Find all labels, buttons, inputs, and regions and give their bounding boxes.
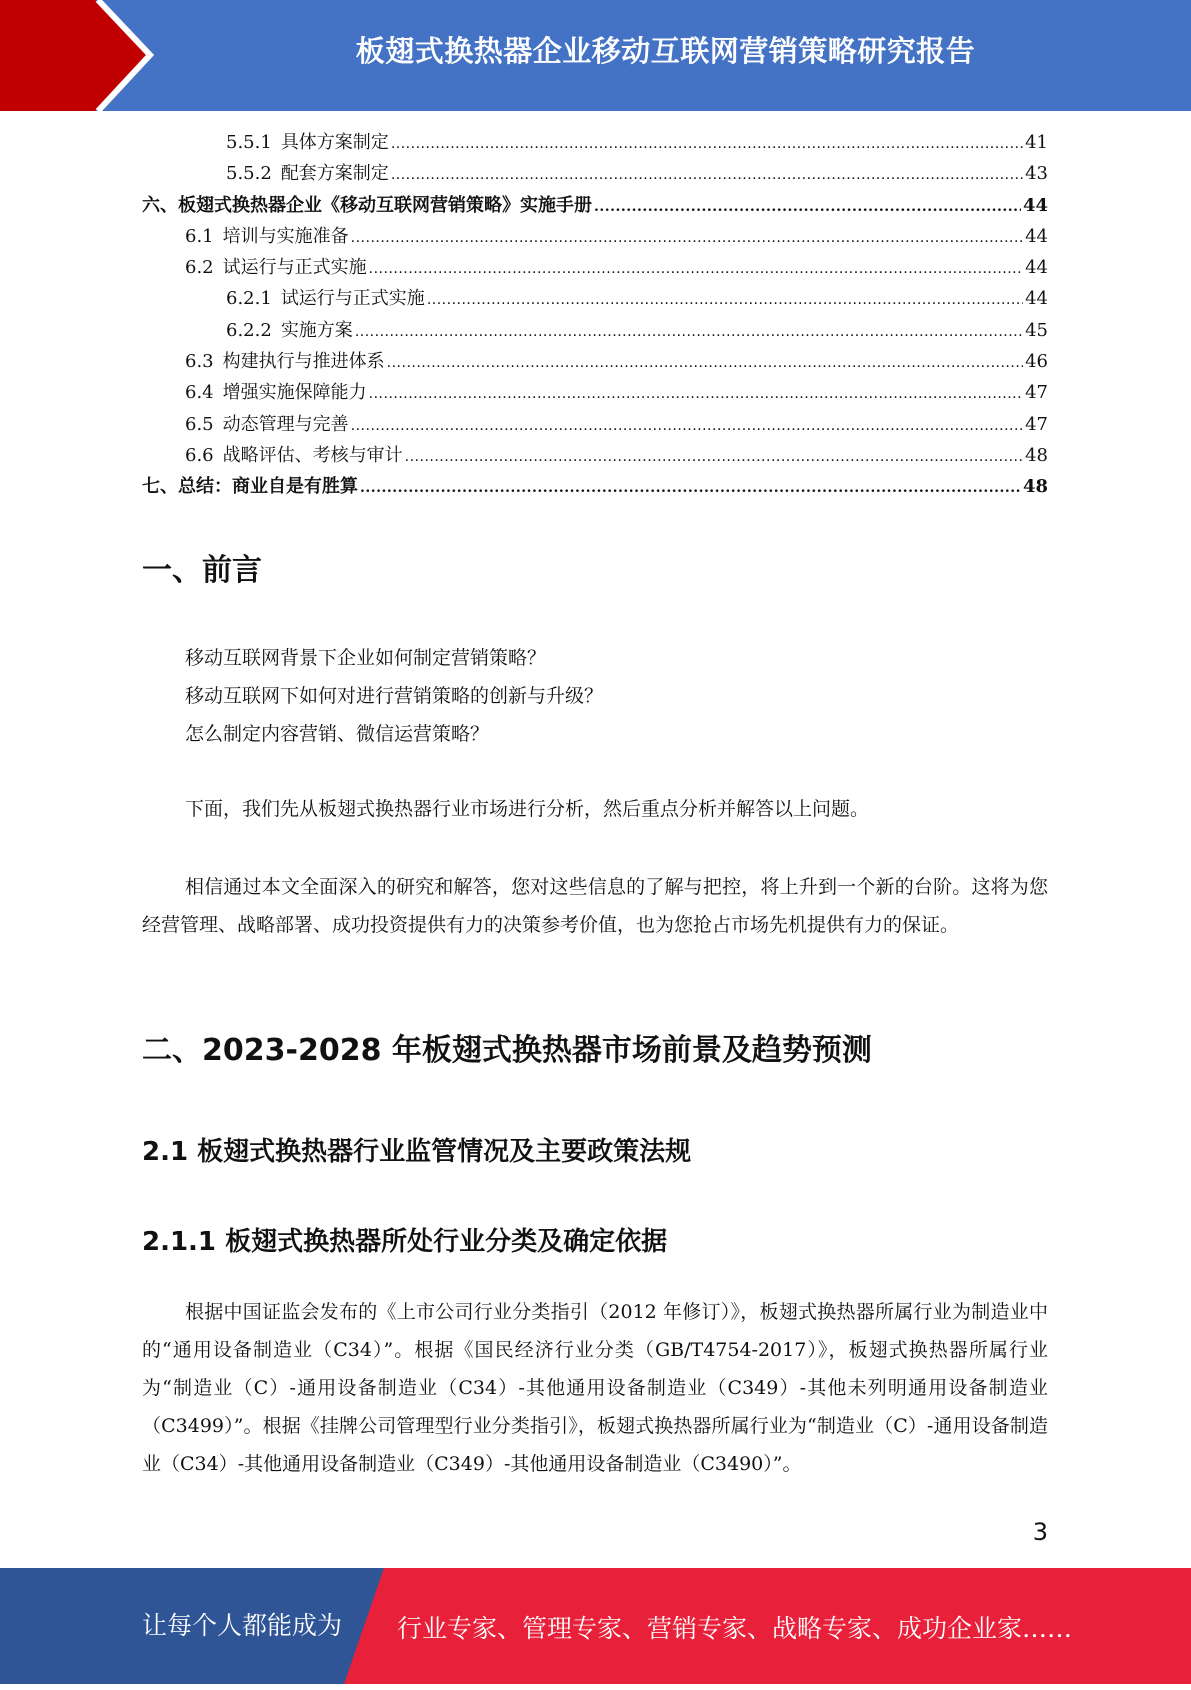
toc-entry-number: 6.5 [185,413,214,435]
toc-entry-number: 6.2 [185,257,214,279]
toc-dot-leader [369,379,1023,410]
toc-entry-page: 44 [1025,257,1048,279]
toc-dot-leader [351,223,1023,254]
toc-entry-number: 5.5.1 [226,132,272,153]
page-footer [0,1568,1191,1684]
toc-entry-title: 七、总结：商业自是有胜算 [142,476,358,498]
toc-entry-title: 试运行与正式实施 [280,288,425,310]
intro-paragraph: 下面，我们先从板翅式换热器行业市场进行分析，然后重点分析并解答以上问题。 [185,798,870,820]
intro-paragraph-2: 相信通过本文全面深入的研究和解答，您对这些信息的了解与把控，将上升到一个新的台阶。这将为您经营管理、战略部署、成功投资提供有力的决策参考价值，也为您抢占市场先机提供有力的保证。 [142,876,1048,936]
toc-entry-page: 44 [1025,288,1048,310]
toc-entry-title: 六、板翅式换热器企业《移动互联网营销策略》实施手册 [142,194,592,216]
header-arrow-decoration [0,0,160,111]
toc-entry-title: 构建执行与推进体系 [222,351,385,373]
footer-slogan-left: 让每个人都能成为 [142,1611,343,1640]
toc-entry-page: 47 [1025,413,1048,435]
subsection-heading-2-1-1: 2.1.1 板翅式换热器所处行业分类及确定依据 [142,1227,668,1257]
header-title: 板翅式换热器企业移动互联网营销策略研究报告 [355,34,976,68]
toc-entry[interactable] [142,283,1048,314]
subsection-heading-2-1: 2.1 板翅式换热器行业监管情况及主要政策法规 [142,1137,692,1167]
question-line: 移动互联网背景下企业如何制定营销策略？ [185,647,547,669]
toc-entry-number: 5.5.2 [226,163,272,185]
toc-entry-number: 6.4 [185,382,214,404]
toc-entry[interactable] [142,252,1048,283]
toc-entry-page: 41 [1025,132,1048,153]
table-of-contents [142,127,1048,503]
toc-entry-title: 试运行与正式实施 [222,257,367,279]
toc-dot-leader [355,317,1023,348]
toc-entry-page: 44 [1025,225,1048,247]
toc-dot-leader [351,411,1023,442]
toc-entry[interactable] [142,221,1048,252]
toc-entry-title: 动态管理与完善 [222,413,349,435]
toc-entry[interactable] [142,440,1048,471]
toc-dot-leader [360,473,1021,504]
toc-entry[interactable] [142,315,1048,346]
question-line: 移动互联网下如何对进行营销策略的创新与升级？ [185,685,604,707]
toc-entry[interactable] [142,190,1048,221]
question-line: 怎么制定内容营销、微信运营策略？ [185,723,490,745]
toc-entry-page: 48 [1022,476,1048,498]
toc-entry[interactable] [142,158,1048,189]
section-heading-market-outlook: 二、2023-2028 年板翅式换热器市场前景及趋势预测 [142,1033,872,1068]
toc-entry-page: 44 [1022,194,1048,216]
toc-entry[interactable] [142,471,1048,502]
toc-entry-title: 实施方案 [280,319,353,341]
toc-entry-number: 6.2.1 [226,288,272,310]
footer-slogan-right: 行业专家、管理专家、营销专家、战略专家、成功企业家…… [397,1614,1073,1643]
toc-entry-number: 6.3 [185,351,214,373]
toc-entry-number: 6.1 [185,225,214,247]
section-heading-preface: 一、前言 [142,553,262,588]
toc-dot-leader [369,254,1023,285]
toc-entry-page: 46 [1025,351,1048,373]
toc-dot-leader [391,129,1023,160]
toc-dot-leader [594,192,1021,223]
toc-entry-title: 战略评估、考核与审计 [222,444,403,466]
toc-entry-number: 6.2.2 [226,319,272,341]
toc-dot-leader [427,285,1023,316]
toc-dot-leader [391,160,1023,191]
toc-entry-page: 47 [1025,382,1048,404]
toc-entry-page: 45 [1025,319,1048,341]
industry-classification-paragraph: 根据中国证监会发布的《上市公司行业分类指引（2012 年修订）》，板翅式换热器所属行业为制造业中的“通用设备制造业（C34）”。根据《国民经济行业分类（GB/T4754-2017）》，板翅式换热器所属行业为“制造业（C）-通用设备制造业（C34）-其他通用设备制造业（C349）-其他未列明通用设备制造业（C3499）”。根据《挂牌公司管理型行业分类指引》，板翅式换热器所属行业为“制造业（C）-通用设备制造业（C34）-其他通用设备制造业（C349）-其他通用设备制造业（C3490）”。 [142,1301,1048,1475]
toc-dot-leader [405,442,1023,473]
toc-entry-title: 配套方案制定 [280,163,389,185]
toc-entry[interactable] [142,127,1048,158]
toc-entry[interactable] [142,346,1048,377]
toc-entry-title: 增强实施保障能力 [222,382,367,404]
toc-entry-title: 具体方案制定 [280,132,389,153]
toc-entry[interactable] [142,409,1048,440]
page-number: 3 [1032,1518,1048,1546]
toc-dot-leader [387,348,1023,379]
toc-entry[interactable] [142,377,1048,408]
toc-entry-page: 43 [1025,163,1048,185]
toc-entry-number: 6.6 [185,444,214,466]
page-header [0,0,1191,111]
toc-entry-page: 48 [1025,444,1048,466]
toc-entry-title: 培训与实施准备 [222,225,349,247]
